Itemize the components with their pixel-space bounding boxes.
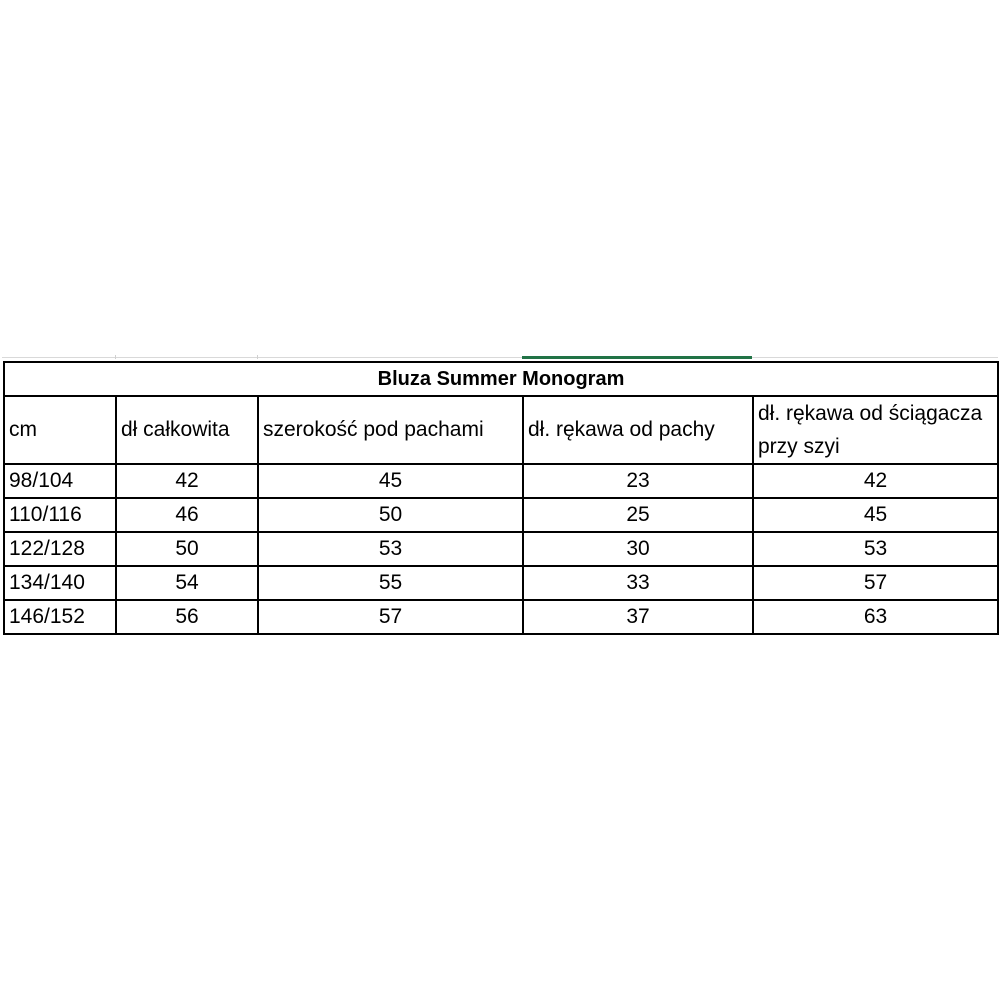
table-cell[interactable]: 33: [523, 566, 753, 600]
table-row: [4, 498, 998, 532]
table-cell[interactable]: 30: [523, 532, 753, 566]
table-row: [4, 532, 998, 566]
title-row: [4, 362, 998, 396]
table-cell[interactable]: 42: [116, 464, 258, 498]
size-cell[interactable]: 122/128: [4, 532, 116, 566]
sheet-gridline: [2, 357, 998, 358]
table-title[interactable]: Bluza Summer Monogram: [4, 362, 998, 396]
table-cell[interactable]: 50: [116, 532, 258, 566]
header-cell-sleeve-from-neck[interactable]: dł. rękawa od ściągacza przy szyi: [753, 396, 998, 464]
table-cell[interactable]: 54: [116, 566, 258, 600]
table-cell[interactable]: 53: [258, 532, 523, 566]
table-cell[interactable]: 23: [523, 464, 753, 498]
table-cell[interactable]: 25: [523, 498, 753, 532]
table-cell[interactable]: 46: [116, 498, 258, 532]
table-cell[interactable]: 45: [258, 464, 523, 498]
table-cell[interactable]: 57: [753, 566, 998, 600]
size-cell[interactable]: 146/152: [4, 600, 116, 634]
table-cell[interactable]: 37: [523, 600, 753, 634]
table-row: [4, 464, 998, 498]
table-row: [4, 566, 998, 600]
table-cell[interactable]: 42: [753, 464, 998, 498]
size-cell[interactable]: 134/140: [4, 566, 116, 600]
column-divider-tick: [257, 355, 258, 359]
header-row: [4, 396, 998, 464]
size-chart-table: [3, 361, 999, 635]
table-cell[interactable]: 55: [258, 566, 523, 600]
header-cell-total-length[interactable]: dł całkowita: [116, 396, 258, 464]
size-cell[interactable]: 98/104: [4, 464, 116, 498]
table-cell[interactable]: 63: [753, 600, 998, 634]
table-cell[interactable]: 45: [753, 498, 998, 532]
header-cell-sleeve-from-armpit[interactable]: dł. rękawa od pachy: [523, 396, 753, 464]
header-cell-size-unit[interactable]: cm: [4, 396, 116, 464]
table-cell[interactable]: 57: [258, 600, 523, 634]
table-cell[interactable]: 56: [116, 600, 258, 634]
table-cell[interactable]: 53: [753, 532, 998, 566]
table-row: [4, 600, 998, 634]
size-cell[interactable]: 110/116: [4, 498, 116, 532]
column-selection-marker: [522, 356, 752, 359]
column-divider-tick: [115, 355, 116, 359]
header-cell-chest-width[interactable]: szerokość pod pachami: [258, 396, 523, 464]
table-cell[interactable]: 50: [258, 498, 523, 532]
